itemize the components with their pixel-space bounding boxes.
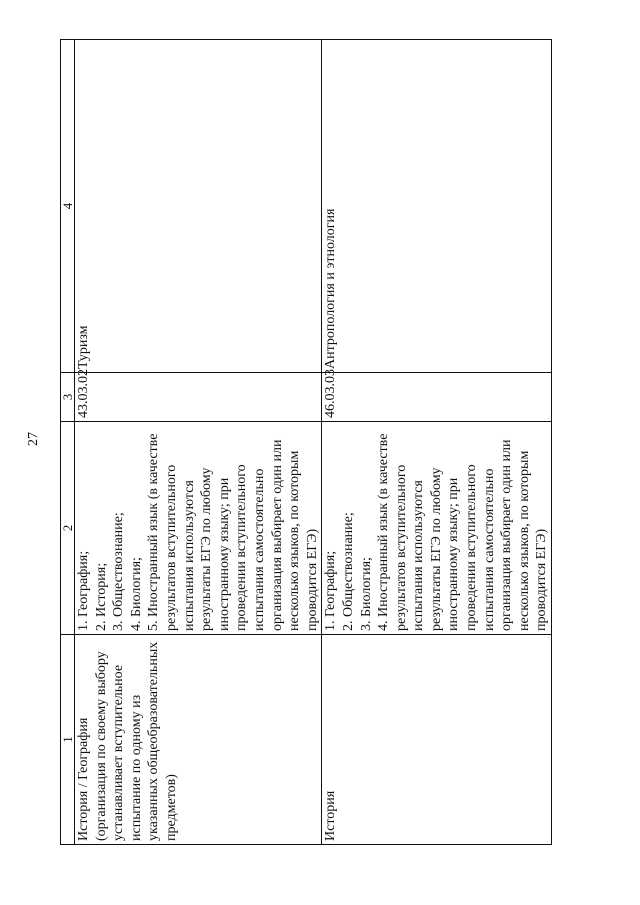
header-col-3: 3 — [61, 373, 75, 422]
rotated-table-container — [60, 60, 550, 845]
header-col-2: 2 — [61, 422, 75, 635]
list-item: 5. Иностранный язык (в качестве результатов вступительного испытания используются результаты ЕГЭ по любому иностранному языку; при проведении вступительного испытания самостоятельно организация выбирает один или несколько языков, по которым проводится ЕГЭ) — [146, 433, 320, 631]
page-number: 27 — [26, 432, 41, 446]
required-subject-cell: История / География (организация по своему выбору устанавливает вступительное испытание по одному из указанных общеобразовательных предметов) — [75, 635, 322, 845]
header-col-1: 1 — [61, 635, 75, 845]
header-col-4: 4 — [61, 40, 75, 373]
list-item: 4. Биология; — [128, 557, 144, 631]
required-subject-cell: История — [322, 635, 552, 845]
list-item: 4. Иностранный язык (в качестве результатов вступительного испытания используются результаты ЕГЭ по любому иностранному языку; при проведении вступительного испытания самостоятельно организация выбирает один или несколько языков, по которым проводится ЕГЭ) — [376, 433, 550, 631]
table-row — [322, 40, 552, 845]
program-code-cell: 43.03.02 — [75, 373, 322, 422]
list-item: 2. Обществознание; — [340, 512, 356, 631]
program-name-cell: Антропология и этнология — [322, 40, 552, 373]
program-name-cell: Туризм — [75, 40, 322, 373]
program-code-cell: 46.03.03 — [322, 373, 552, 422]
admission-table — [60, 39, 552, 845]
list-item: 1. География; — [323, 550, 339, 631]
list-item: 3. Биология; — [358, 557, 374, 631]
column-number-row — [61, 40, 75, 845]
list-item: 2. История; — [93, 562, 109, 631]
optional-subjects-cell — [322, 422, 552, 635]
table-row — [75, 40, 322, 845]
list-item: 1. География; — [76, 550, 91, 631]
optional-subjects-cell — [75, 422, 322, 635]
list-item: 3. Обществознание; — [111, 512, 127, 631]
